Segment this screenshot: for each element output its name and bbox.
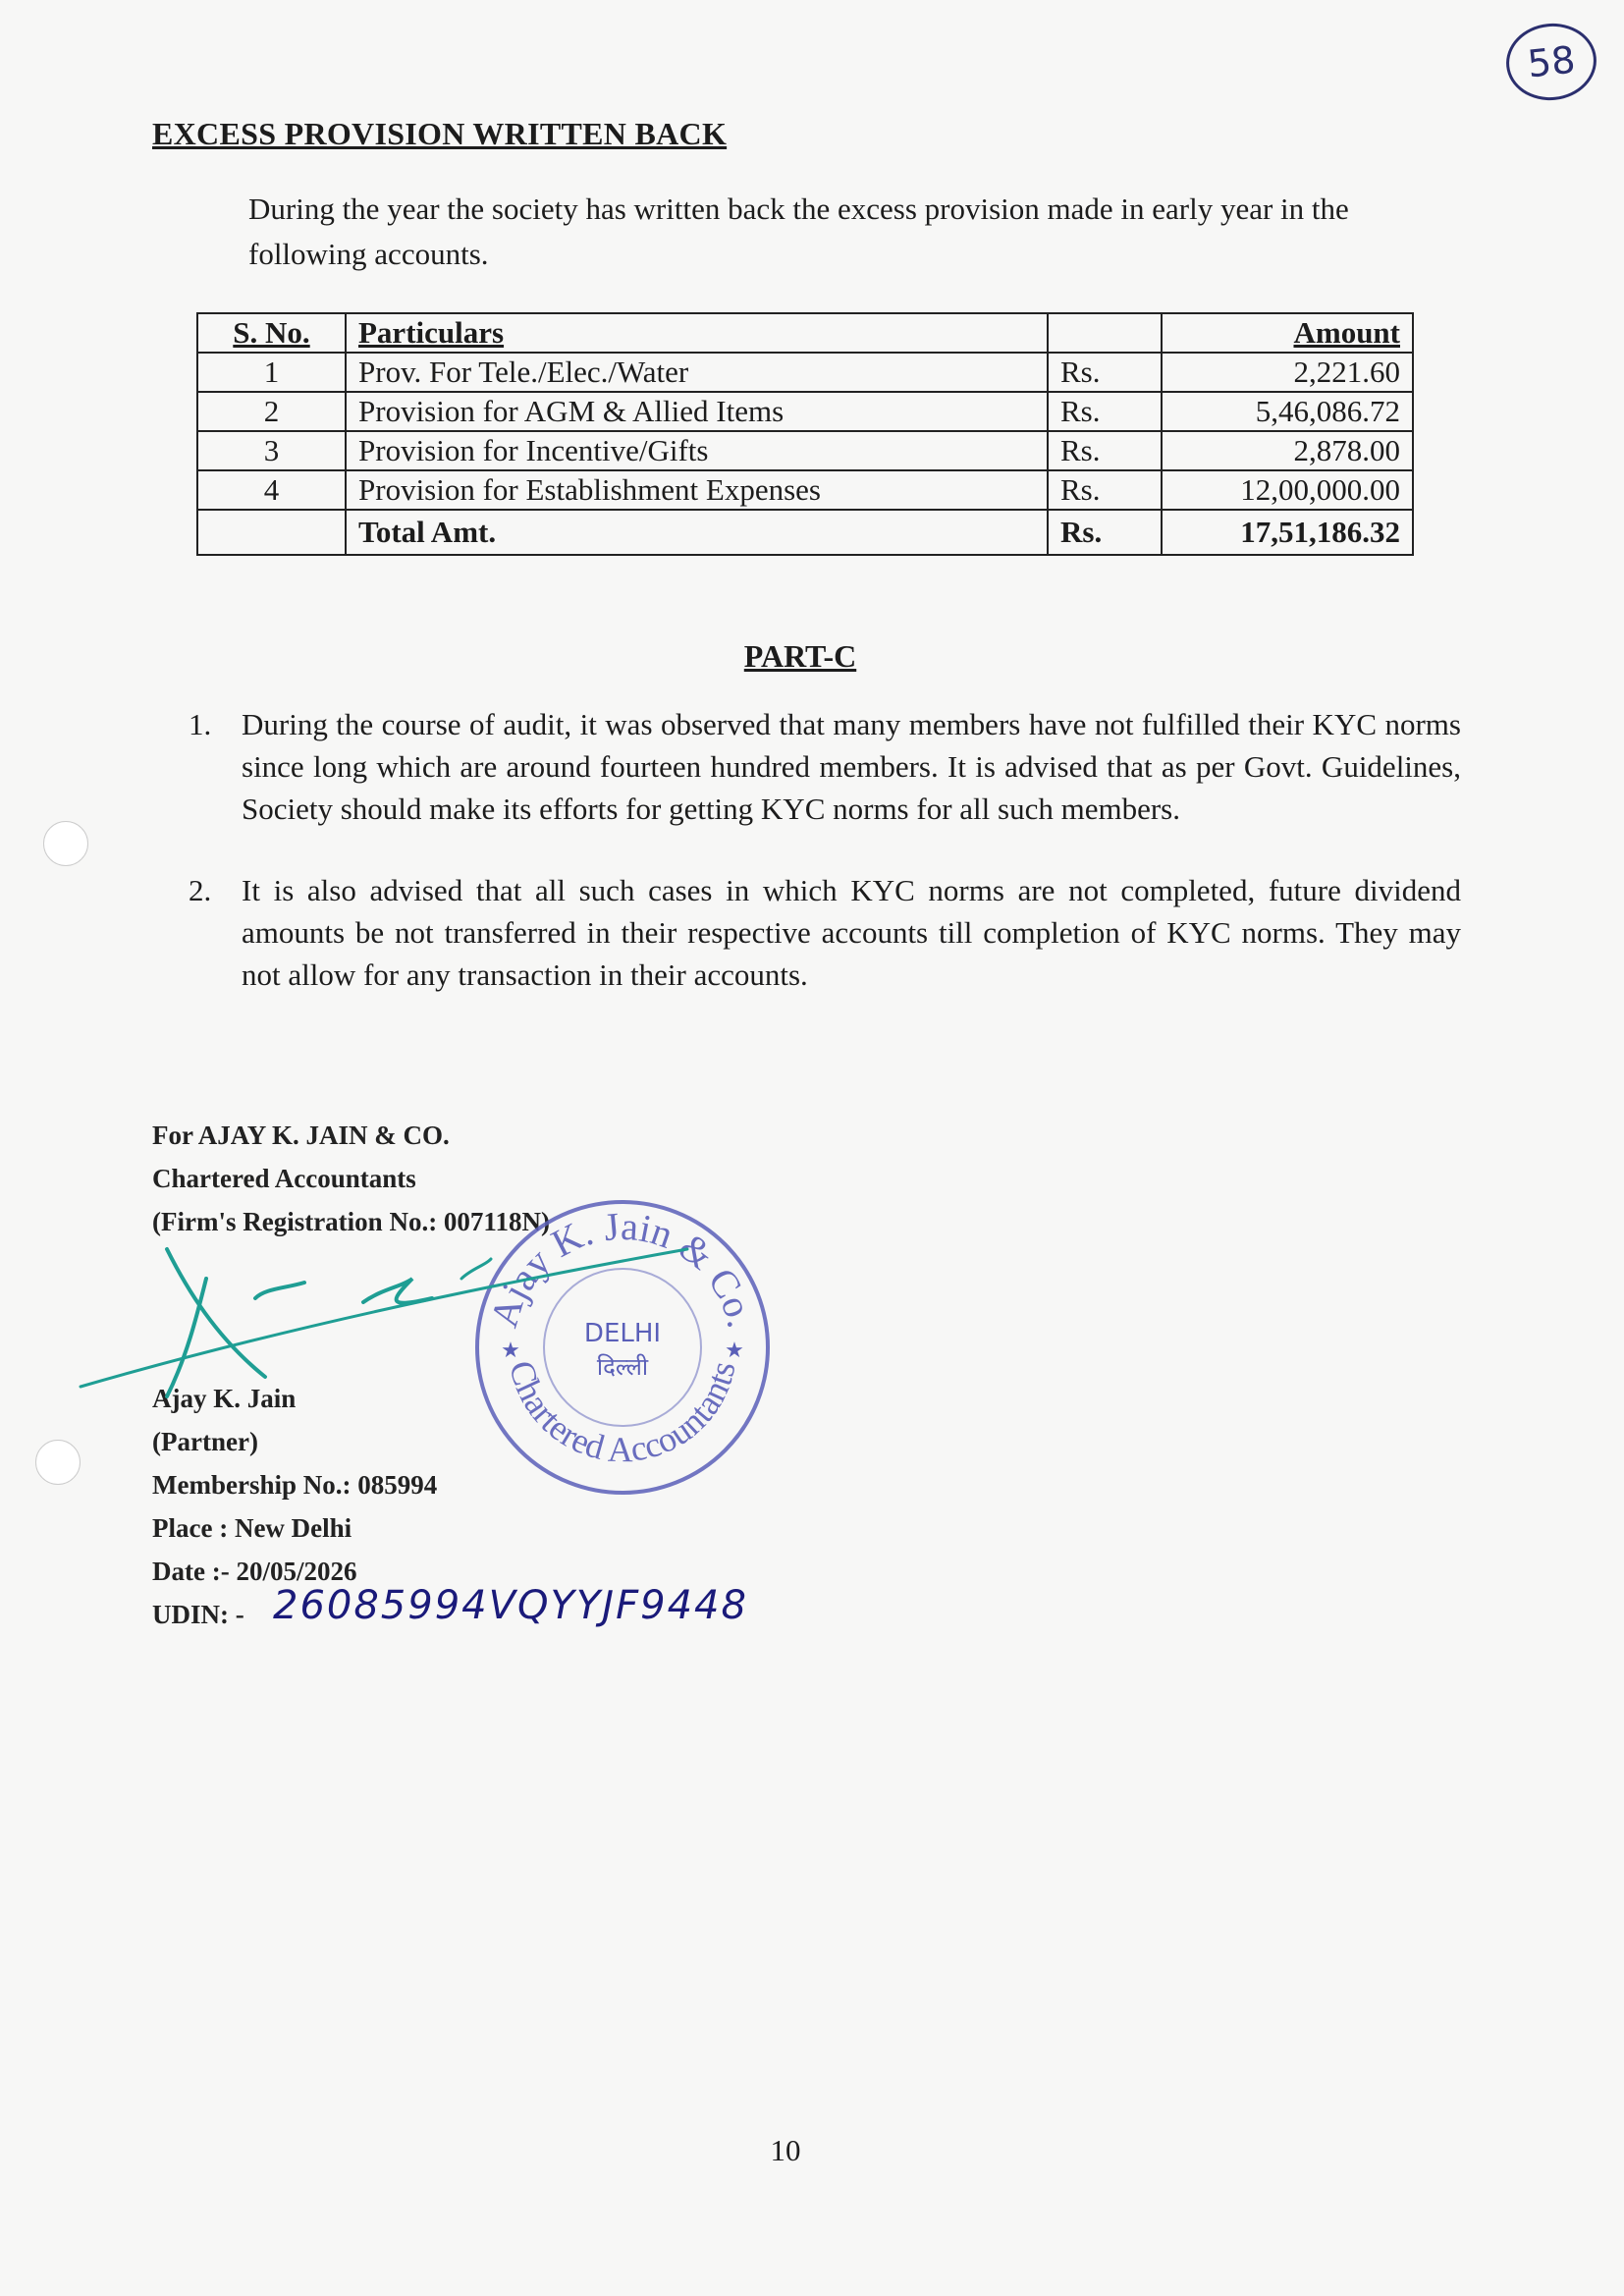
header-particulars: Particulars <box>346 313 1048 353</box>
date: Date :- 20/05/2026 <box>152 1557 357 1586</box>
section-heading: EXCESS PROVISION WRITTEN BACK <box>152 116 728 151</box>
stamp-bottom-text: Chartered Accountants <box>501 1356 743 1470</box>
cell-particulars: Prov. For Tele./Elec./Water <box>346 353 1048 392</box>
place: Place : New Delhi <box>152 1513 352 1543</box>
cell-total-currency: Rs. <box>1048 510 1162 555</box>
cell-amount: 5,46,086.72 <box>1162 392 1413 431</box>
cell-amount: 2,221.60 <box>1162 353 1413 392</box>
list-item-text: It is also advised that all such cases in which KYC norms are not completed, future dividend amounts be not transferred in their respective accounts till completion of KYC norms. They may not allow for any transaction in their accounts. <box>242 873 1461 992</box>
stamp-top-text: Ajay K. Jain & Co. <box>481 1203 764 1333</box>
cell-total-amount: 17,51,186.32 <box>1162 510 1413 555</box>
list-item-number: 2. <box>189 873 212 907</box>
firm-registration: (Firm's Registration No.: 007118N) <box>152 1207 550 1236</box>
punch-hole <box>35 1440 81 1485</box>
table-row <box>197 431 1413 470</box>
page-mark-circled <box>1502 19 1600 104</box>
cell-total-label: Total Amt. <box>346 510 1048 555</box>
part-title: PART-C <box>743 638 857 674</box>
observation-list <box>189 703 1461 1035</box>
cell-sno: 2 <box>197 392 346 431</box>
stamp-city: DELHI <box>583 1319 662 1348</box>
cell-sno: 4 <box>197 470 346 510</box>
cell-particulars: Provision for AGM & Allied Items <box>346 392 1048 431</box>
cell-particulars: Provision for Incentive/Gifts <box>346 431 1048 470</box>
list-item <box>189 869 1461 996</box>
cell-currency: Rs. <box>1048 353 1162 392</box>
table-row <box>197 353 1413 392</box>
cell-sno-empty <box>197 510 346 555</box>
signatory-name: Ajay K. Jain <box>152 1384 297 1413</box>
cell-currency: Rs. <box>1048 431 1162 470</box>
firm-name: For AJAY K. JAIN & CO. <box>152 1121 450 1150</box>
header-currency <box>1048 313 1162 353</box>
table-total-row <box>197 510 1413 555</box>
stamp-city-hindi: दिल्ली <box>596 1353 649 1381</box>
header-sno: S. No. <box>197 313 346 353</box>
cell-currency: Rs. <box>1048 392 1162 431</box>
stamp-star-icon: ★ <box>501 1338 520 1362</box>
membership-number: Membership No.: 085994 <box>152 1470 438 1500</box>
page-number: 10 <box>770 2133 801 2167</box>
cell-currency: Rs. <box>1048 470 1162 510</box>
cell-sno: 3 <box>197 431 346 470</box>
udin-label: UDIN: - <box>152 1600 244 1629</box>
cell-particulars: Provision for Establishment Expenses <box>346 470 1048 510</box>
cell-amount: 2,878.00 <box>1162 431 1413 470</box>
cell-amount: 12,00,000.00 <box>1162 470 1413 510</box>
list-item-text: During the course of audit, it was observed that many members have not fulfilled their KYC norms since long which are around fourteen hundred members. It is advised that as per Govt. Guidelines, Society should make its efforts for getting KYC norms for all such members. <box>242 707 1461 826</box>
list-item <box>189 703 1461 830</box>
provision-table <box>196 312 1414 556</box>
header-amount: Amount <box>1162 313 1413 353</box>
handwritten-signature <box>69 1239 697 1416</box>
list-item-number: 1. <box>189 707 212 741</box>
firm-profession: Chartered Accountants <box>152 1164 416 1193</box>
punch-hole <box>43 821 88 866</box>
table-row <box>197 470 1413 510</box>
intro-paragraph: During the year the society has written back the excess provision made in early year in the following accounts. <box>248 191 1349 271</box>
table-header-row <box>197 313 1413 353</box>
page-mark-text: 58 <box>1525 37 1578 86</box>
udin-handwritten: 26085994VQYYJF9448 <box>273 1583 748 1628</box>
stamp-star-icon: ★ <box>725 1338 744 1362</box>
table-row <box>197 392 1413 431</box>
signatory-role: (Partner) <box>152 1427 258 1456</box>
cell-sno: 1 <box>197 353 346 392</box>
